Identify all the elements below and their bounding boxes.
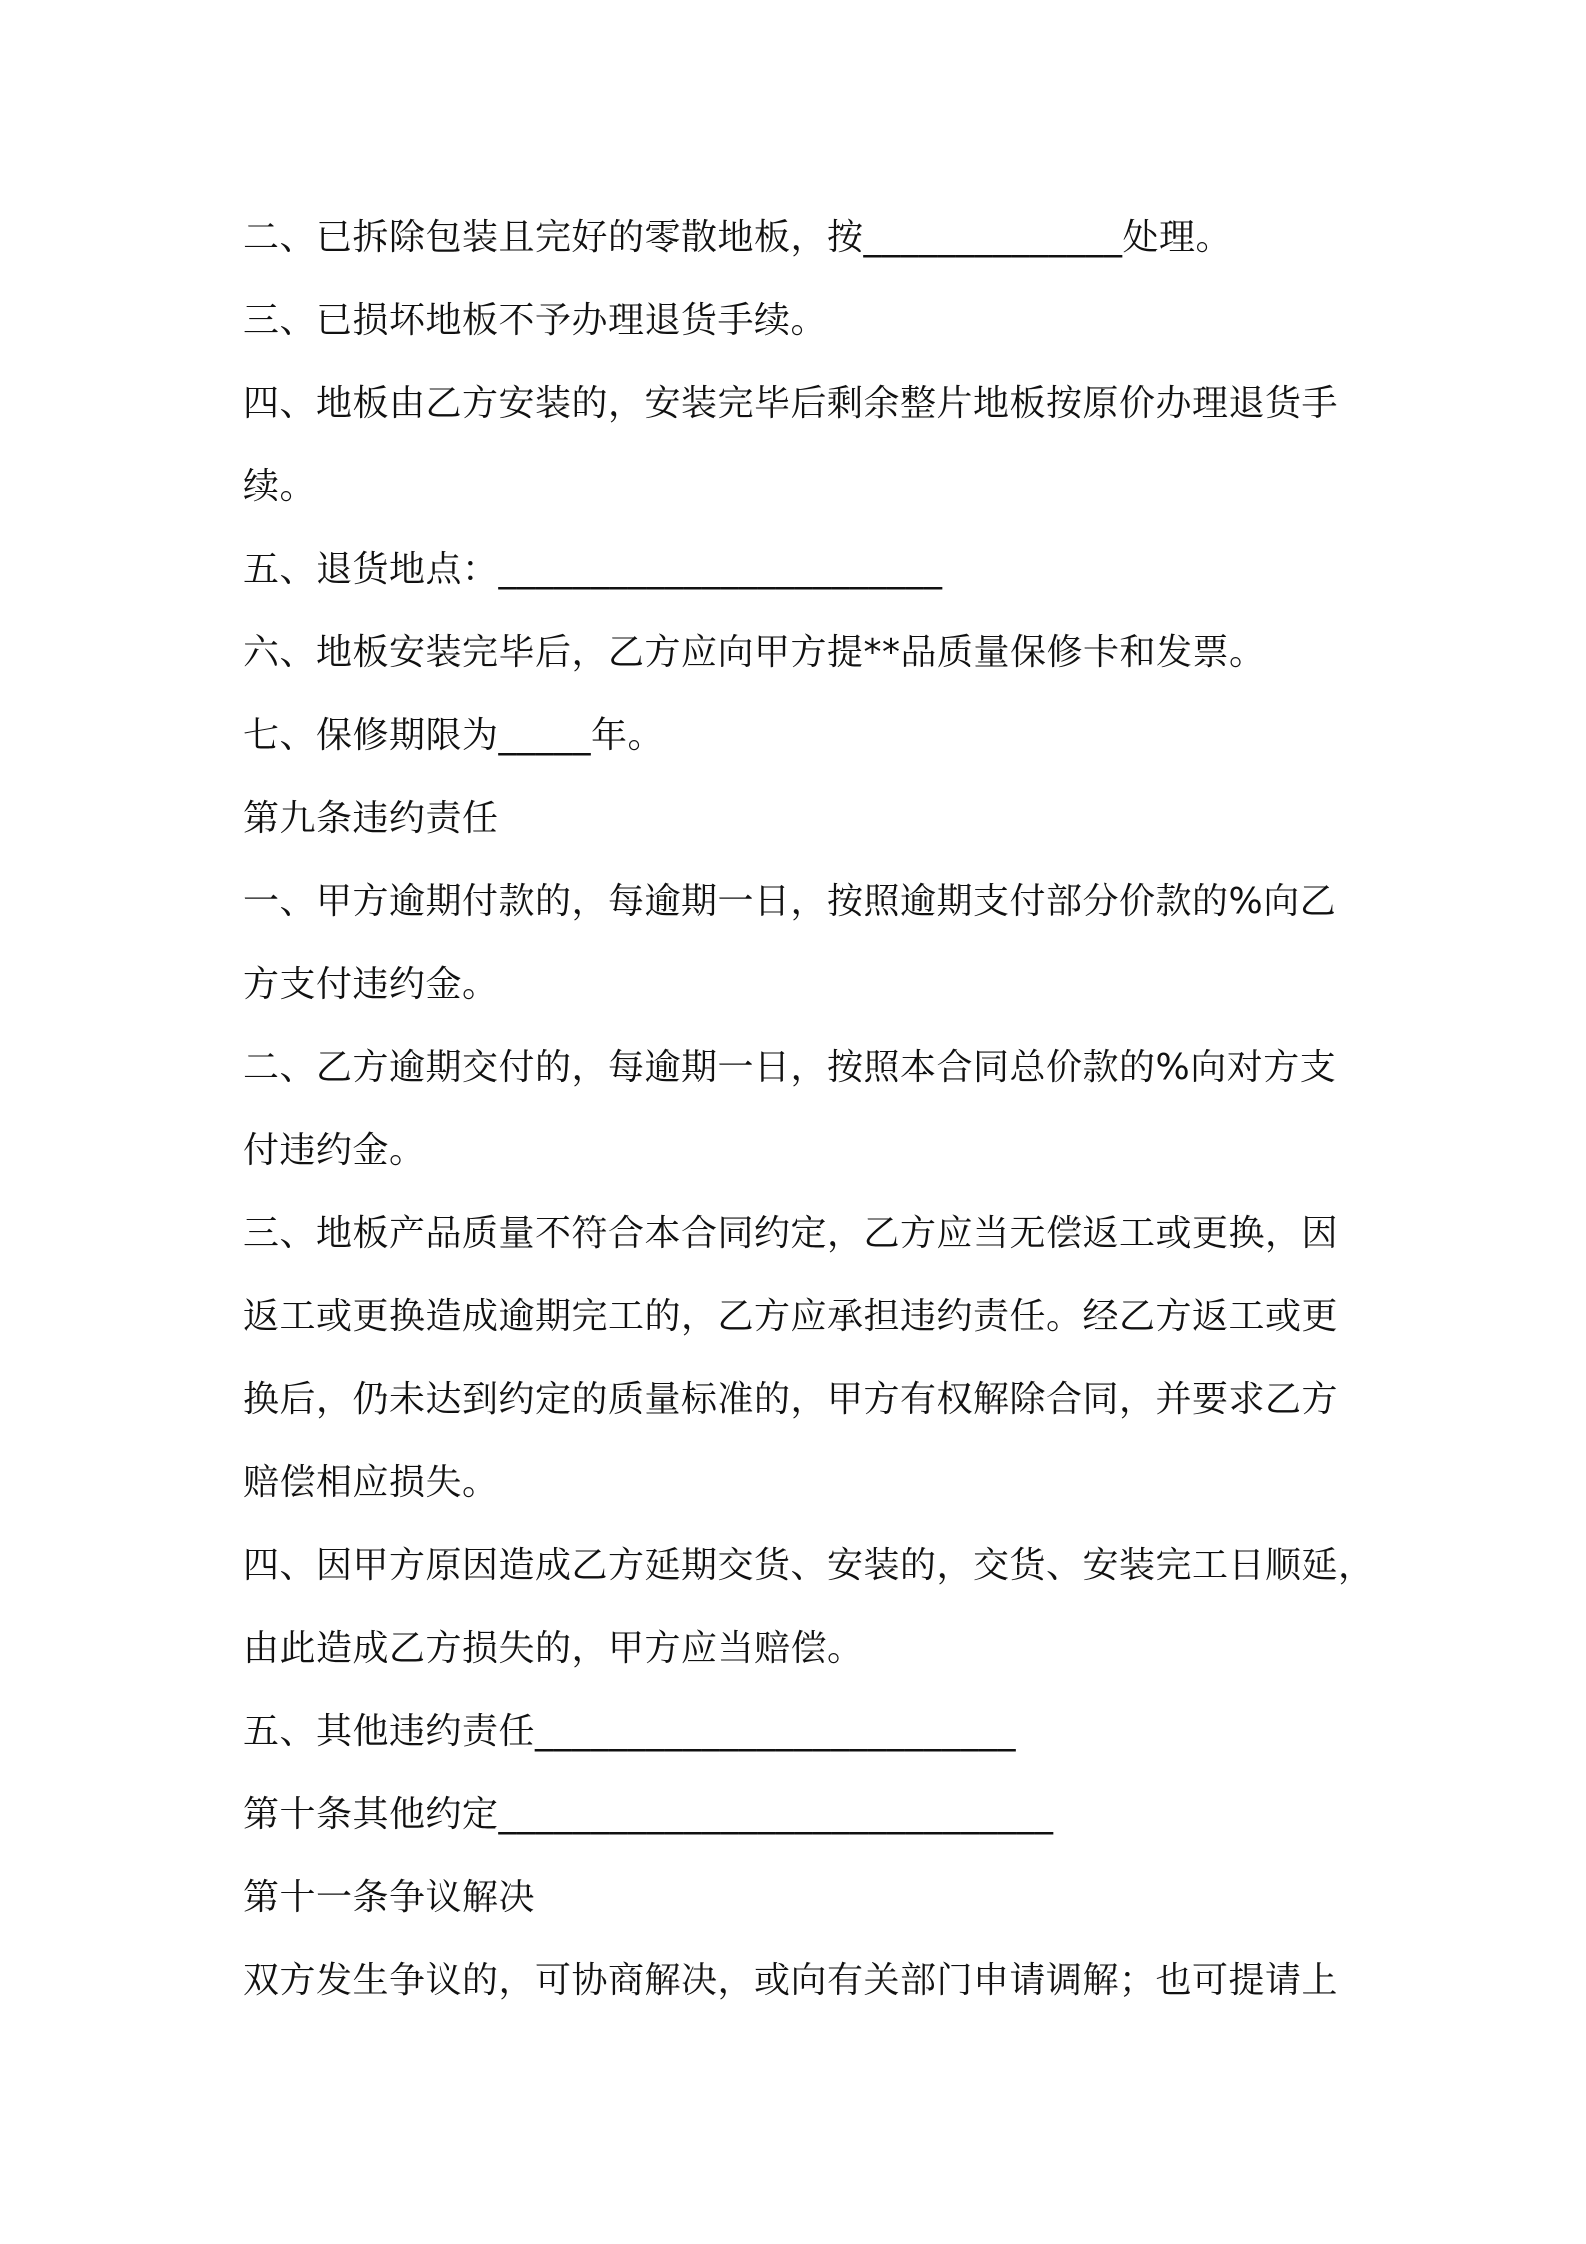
clause-quality-defect: 三、地板产品质量不符合本合同约定，乙方应当无偿返工或更换，因 (243, 1213, 1339, 1254)
clause-late-payment-cont: 方支付违约金。 (243, 964, 499, 1005)
clause-late-delivery-cont: 付违约金。 (243, 1130, 426, 1171)
clause-return-loose-flooring: 二、已拆除包装且完好的零散地板，按______________处理。 (243, 217, 1233, 258)
clause-warranty-card: 六、地板安装完毕后，乙方应向甲方提**品质量保修卡和发票。 (243, 632, 1266, 673)
clause-buyer-delay: 四、因甲方原因造成乙方延期交货、安装的，交货、安装完工日顺延， (243, 1545, 1375, 1586)
clause-quality-defect-cont-1: 返工或更换造成逾期完工的，乙方应承担违约责任。经乙方返工或更 (243, 1296, 1339, 1337)
clause-warranty-period: 七、保修期限为_____年。 (243, 715, 665, 756)
section-heading-article-10: 第十条其他约定______________________________ (243, 1794, 1054, 1835)
section-heading-article-11: 第十一条争议解决 (243, 1877, 536, 1918)
clause-quality-defect-cont-3: 赔偿相应损失。 (243, 1462, 499, 1503)
clause-late-payment: 一、甲方逾期付款的，每逾期一日，按照逾期支付部分价款的%向乙 (243, 881, 1337, 922)
clause-other-liability: 五、其他违约责任__________________________ (243, 1711, 1017, 1752)
clause-return-location: 五、退货地点：________________________ (243, 549, 943, 590)
clause-dispute-resolution: 双方发生争议的，可协商解决，或向有关部门申请调解；也可提请上 (243, 1960, 1339, 2001)
clause-damaged-no-return: 三、已损坏地板不予办理退货手续。 (243, 300, 828, 341)
clause-buyer-delay-cont: 由此造成乙方损失的，甲方应当赔偿。 (243, 1628, 864, 1669)
clause-installed-by-seller: 四、地板由乙方安装的，安装完毕后剩余整片地板按原价办理退货手 (243, 383, 1339, 424)
clause-quality-defect-cont-2: 换后，仍未达到约定的质量标准的，甲方有权解除合同，并要求乙方 (243, 1379, 1339, 1420)
contract-text (243, 196, 1375, 2022)
clause-late-delivery: 二、乙方逾期交付的，每逾期一日，按照本合同总价款的%向对方支 (243, 1047, 1337, 1088)
section-heading-article-9: 第九条违约责任 (243, 798, 499, 839)
clause-installed-by-seller-cont: 续。 (243, 466, 317, 507)
